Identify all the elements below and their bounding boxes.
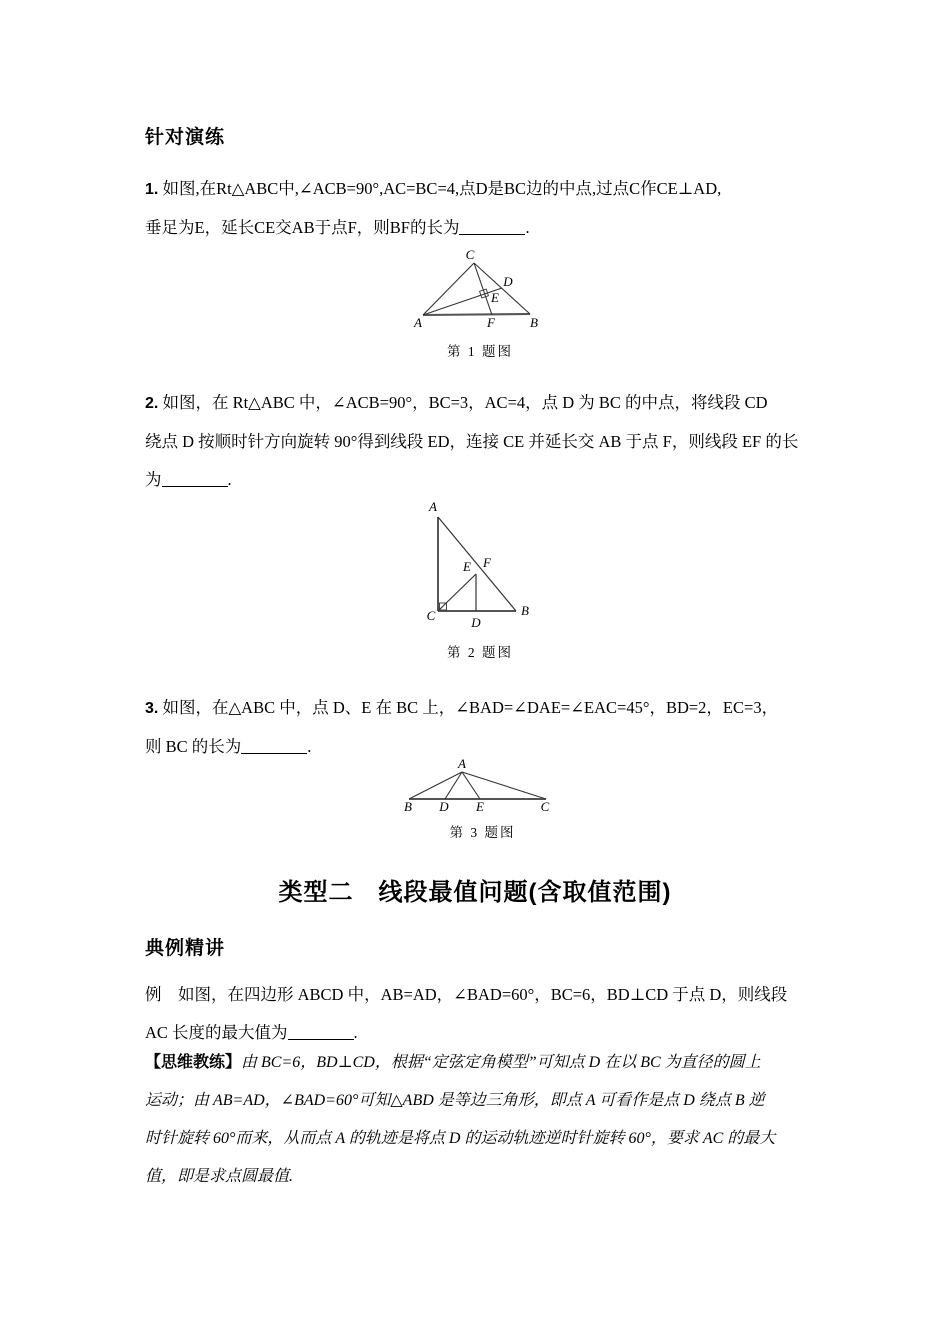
figure-1-caption: 第 1 题图 bbox=[447, 344, 513, 359]
section-heading-practice: 针对演练 bbox=[145, 127, 226, 148]
figure-2-caption: 第 2 题图 bbox=[447, 645, 513, 660]
thinking-coach-label: 【思维教练】 bbox=[145, 1054, 242, 1071]
example-marker: 例 bbox=[145, 985, 162, 1004]
question-3-text-line-2: 则 BC 的长为 bbox=[145, 737, 242, 756]
question-2-line-2: 绕点 D 按顺时针方向旋转 90°得到线段 ED，连接 CE 并延长交 AB 于点 F，则线段 EF 的长 bbox=[145, 432, 799, 451]
thinking-coach-line-4: 值，即是求点圆最值. bbox=[145, 1168, 294, 1185]
type-heading: 类型二 线段最值问题(含取值范围) bbox=[278, 879, 672, 906]
question-2-text-line-3: 为 bbox=[145, 470, 162, 489]
section-heading-example: 典例精讲 bbox=[145, 938, 226, 959]
figure-2 bbox=[400, 495, 560, 670]
thinking-coach-text-line-1: 由 BC=6，BD⊥CD，根据“定弦定角模型”可知点 D 在以 BC 为直径的圆上 bbox=[241, 1054, 761, 1071]
question-3-number: 3. bbox=[145, 700, 159, 717]
example-text-line-2: AC 长度的最大值为 bbox=[145, 1023, 288, 1042]
figure-2-label-C: C bbox=[426, 608, 436, 623]
thinking-coach-line-3: 时针旋转 60°而来，从而点 A 的轨迹是将点 D 的运动轨迹逆时针旋转 60°，要求 AC 的最大 bbox=[145, 1130, 776, 1147]
figure-2-label-E: E bbox=[463, 559, 471, 574]
figure-1-svg bbox=[395, 248, 565, 328]
answer-blank-3[interactable] bbox=[241, 753, 307, 754]
question-1-number: 1. bbox=[145, 181, 159, 198]
question-2-line-3 bbox=[145, 461, 805, 499]
figure-3-svg bbox=[395, 757, 570, 812]
figure-1-label-C: C bbox=[465, 248, 475, 262]
answer-blank-1[interactable] bbox=[459, 234, 525, 235]
question-3-period: . bbox=[307, 737, 312, 756]
figure-2-label-B: B bbox=[521, 603, 529, 618]
figure-3-label-A: A bbox=[458, 757, 466, 771]
figure-2-label-A: A bbox=[429, 499, 437, 514]
figure-3-label-B: B bbox=[404, 799, 412, 812]
figure-1-label-B: B bbox=[530, 315, 538, 328]
example-line-1 bbox=[145, 976, 805, 1014]
question-1-text-line-2: 垂足为E，延长CE交AB于点F，则BF的长为 bbox=[145, 218, 460, 237]
figure-2-svg bbox=[400, 495, 560, 630]
question-1-text-line-1: 如图,在Rt△ABC中,∠ACB=90°,AC=BC=4,点D是BC边的中点,过点C作CE⊥AD, bbox=[162, 179, 722, 198]
figure-1-label-F: F bbox=[487, 315, 495, 328]
question-2-line-1 bbox=[145, 384, 805, 423]
thinking-coach-line-1 bbox=[145, 1044, 805, 1082]
question-3-text-line-1: 如图，在△ABC 中，点 D、E 在 BC 上，∠BAD=∠DAE=∠EAC=45°，BD=2，EC=3， bbox=[162, 698, 779, 717]
question-3-line-1 bbox=[145, 689, 805, 728]
figure-1 bbox=[395, 248, 565, 358]
question-2-text-line-1: 如图，在 Rt△ABC 中，∠ACB=90°，BC=3，AC=4，点 D 为 BC 的中点，将线段 CD bbox=[162, 393, 768, 412]
figure-3-caption: 第 3 题图 bbox=[449, 825, 516, 840]
figure-3-label-E: E bbox=[476, 799, 484, 812]
example-text-line-1: 如图，在四边形 ABCD 中，AB=AD，∠BAD=60°，BC=6，BD⊥CD 于点 D，则线段 bbox=[178, 985, 788, 1004]
question-2-period: . bbox=[227, 470, 232, 489]
figure-1-label-D: D bbox=[503, 274, 513, 289]
example-period: . bbox=[353, 1023, 358, 1042]
figure-3-label-D: D bbox=[439, 799, 449, 812]
figure-3 bbox=[395, 757, 570, 847]
figure-2-label-F: F bbox=[483, 555, 491, 570]
figure-1-label-A: A bbox=[414, 315, 422, 328]
answer-blank-2[interactable] bbox=[162, 486, 228, 487]
figure-3-label-C: C bbox=[540, 799, 550, 812]
answer-blank-example[interactable] bbox=[288, 1039, 354, 1040]
figure-2-label-D: D bbox=[471, 615, 481, 630]
question-1-line-2 bbox=[145, 209, 805, 247]
thinking-coach-line-2: 运动；由 AB=AD，∠BAD=60°可知△ABD 是等边三角形，即点 A 可看作是点 D 绕点 B 逆 bbox=[145, 1092, 765, 1109]
figure-1-label-E: E bbox=[491, 290, 499, 305]
question-1-period: . bbox=[525, 218, 530, 237]
question-1-line-1 bbox=[145, 170, 805, 209]
question-2-number: 2. bbox=[145, 395, 159, 412]
